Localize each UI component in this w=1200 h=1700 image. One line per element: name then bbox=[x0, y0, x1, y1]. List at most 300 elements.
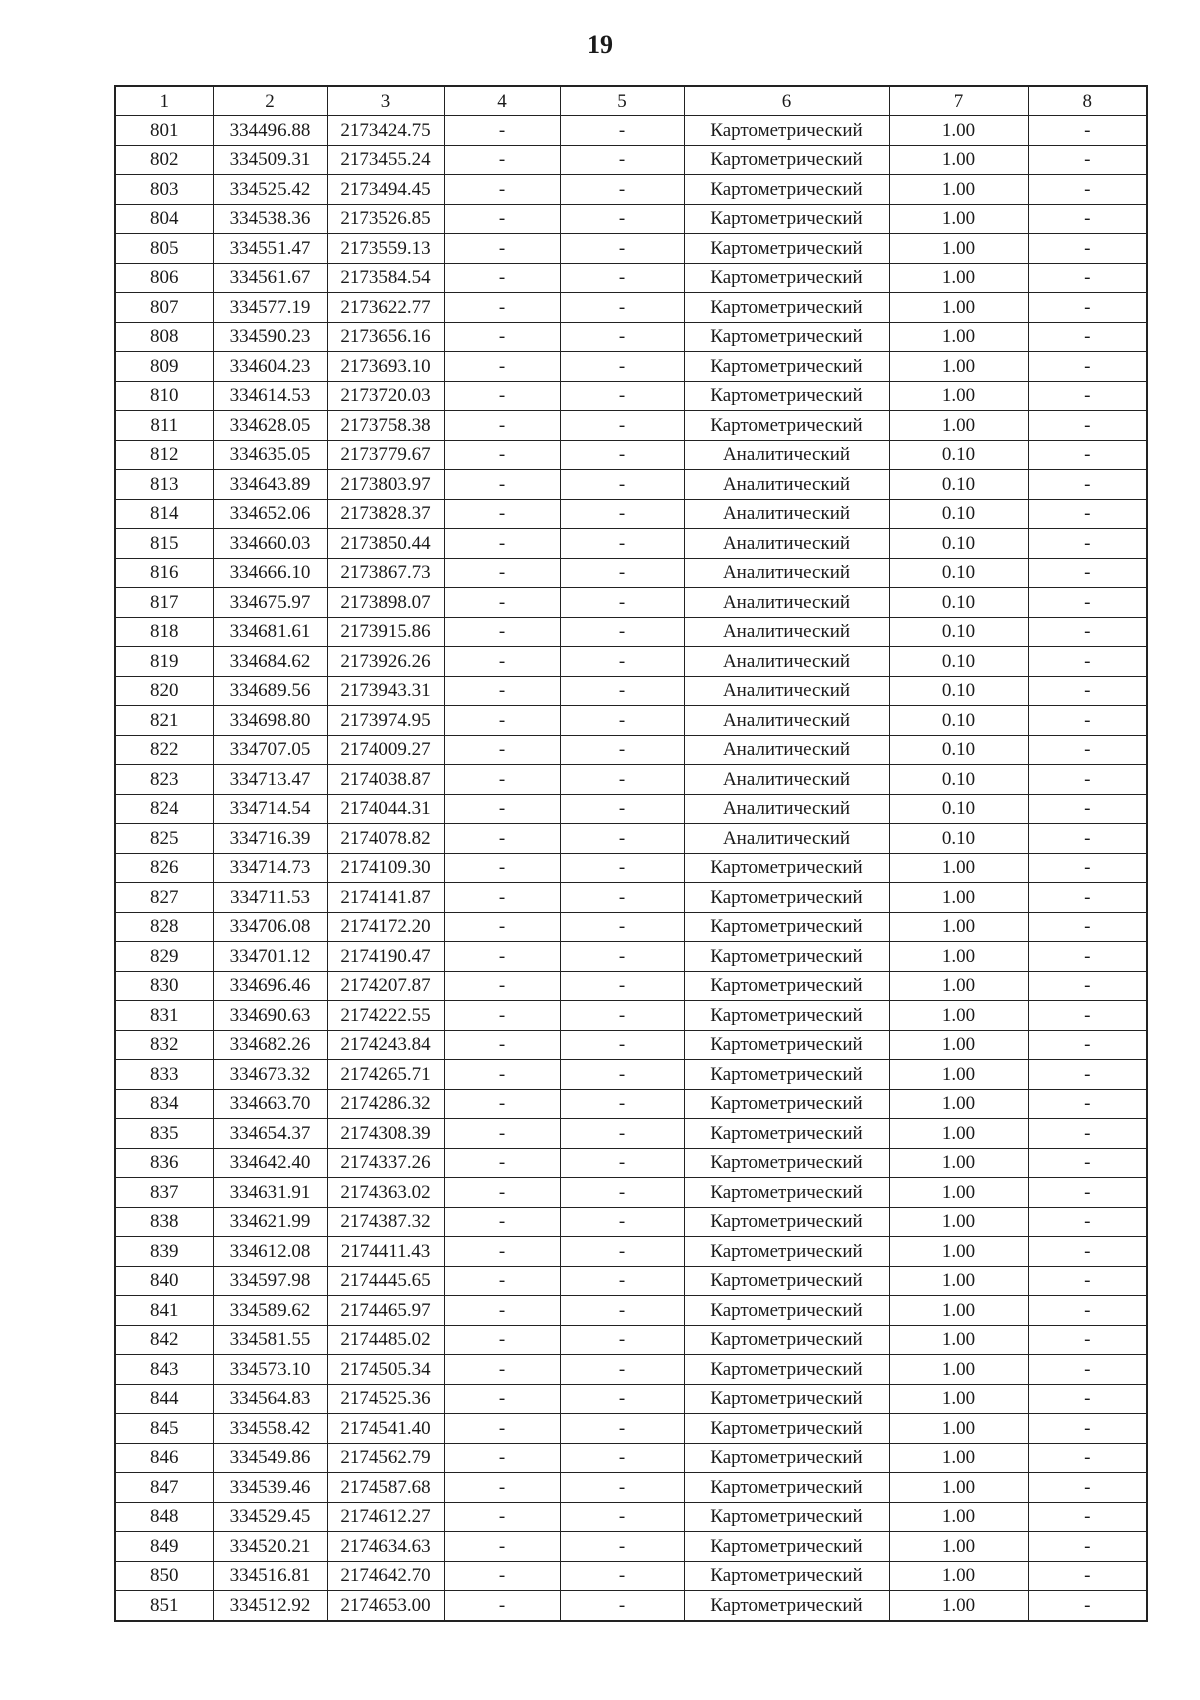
table-row bbox=[115, 617, 1147, 647]
x-coordinate-cell: 334549.86 bbox=[213, 1443, 327, 1473]
table-row bbox=[115, 1561, 1147, 1591]
y-coordinate-cell: 2173803.97 bbox=[327, 470, 444, 500]
column-4-cell: - bbox=[444, 1414, 560, 1444]
column-8-cell: - bbox=[1028, 883, 1147, 913]
column-5-cell: - bbox=[560, 1325, 684, 1355]
column-8-cell: - bbox=[1028, 1532, 1147, 1562]
column-5-cell: - bbox=[560, 824, 684, 854]
x-coordinate-cell: 334714.73 bbox=[213, 853, 327, 883]
x-coordinate-cell: 334538.36 bbox=[213, 204, 327, 234]
x-coordinate-cell: 334684.62 bbox=[213, 647, 327, 677]
y-coordinate-cell: 2174038.87 bbox=[327, 765, 444, 795]
column-4-cell: - bbox=[444, 263, 560, 293]
column-8-cell: - bbox=[1028, 942, 1147, 972]
column-5-cell: - bbox=[560, 1207, 684, 1237]
column-8-cell: - bbox=[1028, 1414, 1147, 1444]
point-number-cell: 850 bbox=[115, 1561, 213, 1591]
point-number-cell: 837 bbox=[115, 1178, 213, 1208]
point-number-cell: 849 bbox=[115, 1532, 213, 1562]
column-8-cell: - bbox=[1028, 794, 1147, 824]
table-row bbox=[115, 1001, 1147, 1031]
x-coordinate-cell: 334561.67 bbox=[213, 263, 327, 293]
y-coordinate-cell: 2174078.82 bbox=[327, 824, 444, 854]
column-8-cell: - bbox=[1028, 175, 1147, 205]
y-coordinate-cell: 2173720.03 bbox=[327, 381, 444, 411]
y-coordinate-cell: 2174308.39 bbox=[327, 1119, 444, 1149]
accuracy-cell: 1.00 bbox=[889, 1355, 1028, 1385]
method-cell: Картометрический bbox=[684, 234, 889, 264]
x-coordinate-cell: 334558.42 bbox=[213, 1414, 327, 1444]
method-cell: Картометрический bbox=[684, 1119, 889, 1149]
column-4-cell: - bbox=[444, 1178, 560, 1208]
column-5-cell: - bbox=[560, 1119, 684, 1149]
column-8-cell: - bbox=[1028, 558, 1147, 588]
x-coordinate-cell: 334714.54 bbox=[213, 794, 327, 824]
accuracy-cell: 1.00 bbox=[889, 381, 1028, 411]
column-8-cell: - bbox=[1028, 293, 1147, 323]
column-8-cell: - bbox=[1028, 470, 1147, 500]
point-number-cell: 827 bbox=[115, 883, 213, 913]
column-4-cell: - bbox=[444, 145, 560, 175]
column-8-cell: - bbox=[1028, 1325, 1147, 1355]
column-8-cell: - bbox=[1028, 440, 1147, 470]
column-4-cell: - bbox=[444, 1030, 560, 1060]
accuracy-cell: 1.00 bbox=[889, 352, 1028, 382]
column-4-cell: - bbox=[444, 1207, 560, 1237]
point-number-cell: 843 bbox=[115, 1355, 213, 1385]
column-4-cell: - bbox=[444, 824, 560, 854]
column-8-cell: - bbox=[1028, 381, 1147, 411]
column-4-cell: - bbox=[444, 1237, 560, 1267]
x-coordinate-cell: 334711.53 bbox=[213, 883, 327, 913]
x-coordinate-cell: 334642.40 bbox=[213, 1148, 327, 1178]
column-8-cell: - bbox=[1028, 1296, 1147, 1326]
method-cell: Картометрический bbox=[684, 883, 889, 913]
accuracy-cell: 1.00 bbox=[889, 942, 1028, 972]
point-number-cell: 846 bbox=[115, 1443, 213, 1473]
method-cell: Аналитический bbox=[684, 824, 889, 854]
accuracy-cell: 1.00 bbox=[889, 1443, 1028, 1473]
column-5-cell: - bbox=[560, 1148, 684, 1178]
x-coordinate-cell: 334516.81 bbox=[213, 1561, 327, 1591]
method-cell: Картометрический bbox=[684, 1561, 889, 1591]
column-5-cell: - bbox=[560, 912, 684, 942]
table-row bbox=[115, 293, 1147, 323]
column-8-cell: - bbox=[1028, 1443, 1147, 1473]
column-4-cell: - bbox=[444, 1561, 560, 1591]
column-5-cell: - bbox=[560, 794, 684, 824]
method-cell: Картометрический bbox=[684, 942, 889, 972]
column-5-cell: - bbox=[560, 352, 684, 382]
column-5-cell: - bbox=[560, 293, 684, 323]
column-5-cell: - bbox=[560, 1001, 684, 1031]
y-coordinate-cell: 2174109.30 bbox=[327, 853, 444, 883]
accuracy-cell: 0.10 bbox=[889, 617, 1028, 647]
method-cell: Картометрический bbox=[684, 1384, 889, 1414]
point-number-cell: 802 bbox=[115, 145, 213, 175]
x-coordinate-cell: 334652.06 bbox=[213, 499, 327, 529]
method-cell: Картометрический bbox=[684, 1089, 889, 1119]
x-coordinate-cell: 334682.26 bbox=[213, 1030, 327, 1060]
column-8-cell: - bbox=[1028, 1384, 1147, 1414]
y-coordinate-cell: 2174265.71 bbox=[327, 1060, 444, 1090]
method-cell: Аналитический bbox=[684, 499, 889, 529]
method-cell: Аналитический bbox=[684, 470, 889, 500]
column-4-cell: - bbox=[444, 1060, 560, 1090]
point-number-cell: 825 bbox=[115, 824, 213, 854]
table-row bbox=[115, 706, 1147, 736]
column-5-cell: - bbox=[560, 116, 684, 146]
column-4-cell: - bbox=[444, 529, 560, 559]
accuracy-cell: 1.00 bbox=[889, 853, 1028, 883]
table-row bbox=[115, 883, 1147, 913]
y-coordinate-cell: 2174541.40 bbox=[327, 1414, 444, 1444]
table-row bbox=[115, 116, 1147, 146]
column-5-cell: - bbox=[560, 647, 684, 677]
table-row bbox=[115, 1384, 1147, 1414]
table-row bbox=[115, 440, 1147, 470]
y-coordinate-cell: 2173850.44 bbox=[327, 529, 444, 559]
point-number-cell: 810 bbox=[115, 381, 213, 411]
column-5-cell: - bbox=[560, 617, 684, 647]
column-header: 6 bbox=[684, 86, 889, 116]
y-coordinate-cell: 2174009.27 bbox=[327, 735, 444, 765]
point-number-cell: 820 bbox=[115, 676, 213, 706]
accuracy-cell: 0.10 bbox=[889, 706, 1028, 736]
column-5-cell: - bbox=[560, 322, 684, 352]
point-number-cell: 809 bbox=[115, 352, 213, 382]
accuracy-cell: 1.00 bbox=[889, 1532, 1028, 1562]
point-number-cell: 836 bbox=[115, 1148, 213, 1178]
column-8-cell: - bbox=[1028, 853, 1147, 883]
accuracy-cell: 0.10 bbox=[889, 794, 1028, 824]
column-header: 1 bbox=[115, 86, 213, 116]
point-number-cell: 801 bbox=[115, 116, 213, 146]
accuracy-cell: 1.00 bbox=[889, 1325, 1028, 1355]
point-number-cell: 830 bbox=[115, 971, 213, 1001]
column-5-cell: - bbox=[560, 175, 684, 205]
table-row bbox=[115, 175, 1147, 205]
column-8-cell: - bbox=[1028, 1207, 1147, 1237]
x-coordinate-cell: 334698.80 bbox=[213, 706, 327, 736]
column-4-cell: - bbox=[444, 352, 560, 382]
table-row bbox=[115, 558, 1147, 588]
column-4-cell: - bbox=[444, 381, 560, 411]
accuracy-cell: 1.00 bbox=[889, 912, 1028, 942]
method-cell: Картометрический bbox=[684, 1001, 889, 1031]
method-cell: Аналитический bbox=[684, 558, 889, 588]
method-cell: Аналитический bbox=[684, 735, 889, 765]
point-number-cell: 822 bbox=[115, 735, 213, 765]
accuracy-cell: 1.00 bbox=[889, 1591, 1028, 1621]
y-coordinate-cell: 2173526.85 bbox=[327, 204, 444, 234]
method-cell: Картометрический bbox=[684, 1502, 889, 1532]
table-row bbox=[115, 647, 1147, 677]
x-coordinate-cell: 334696.46 bbox=[213, 971, 327, 1001]
column-5-cell: - bbox=[560, 588, 684, 618]
x-coordinate-cell: 334577.19 bbox=[213, 293, 327, 323]
accuracy-cell: 1.00 bbox=[889, 293, 1028, 323]
accuracy-cell: 0.10 bbox=[889, 824, 1028, 854]
y-coordinate-cell: 2174505.34 bbox=[327, 1355, 444, 1385]
point-number-cell: 805 bbox=[115, 234, 213, 264]
accuracy-cell: 1.00 bbox=[889, 1207, 1028, 1237]
table-row bbox=[115, 1443, 1147, 1473]
column-4-cell: - bbox=[444, 175, 560, 205]
column-4-cell: - bbox=[444, 1089, 560, 1119]
method-cell: Картометрический bbox=[684, 1591, 889, 1621]
column-8-cell: - bbox=[1028, 145, 1147, 175]
x-coordinate-cell: 334716.39 bbox=[213, 824, 327, 854]
table-row bbox=[115, 1502, 1147, 1532]
x-coordinate-cell: 334701.12 bbox=[213, 942, 327, 972]
y-coordinate-cell: 2174172.20 bbox=[327, 912, 444, 942]
column-5-cell: - bbox=[560, 440, 684, 470]
y-coordinate-cell: 2174653.00 bbox=[327, 1591, 444, 1621]
x-coordinate-cell: 334614.53 bbox=[213, 381, 327, 411]
column-5-cell: - bbox=[560, 765, 684, 795]
accuracy-cell: 1.00 bbox=[889, 204, 1028, 234]
table-row bbox=[115, 470, 1147, 500]
method-cell: Картометрический bbox=[684, 1207, 889, 1237]
x-coordinate-cell: 334525.42 bbox=[213, 175, 327, 205]
column-8-cell: - bbox=[1028, 706, 1147, 736]
column-5-cell: - bbox=[560, 529, 684, 559]
column-5-cell: - bbox=[560, 263, 684, 293]
table-row bbox=[115, 381, 1147, 411]
table-row bbox=[115, 735, 1147, 765]
table-row bbox=[115, 1060, 1147, 1090]
accuracy-cell: 1.00 bbox=[889, 1148, 1028, 1178]
y-coordinate-cell: 2174243.84 bbox=[327, 1030, 444, 1060]
column-5-cell: - bbox=[560, 853, 684, 883]
accuracy-cell: 1.00 bbox=[889, 322, 1028, 352]
column-4-cell: - bbox=[444, 411, 560, 441]
method-cell: Картометрический bbox=[684, 971, 889, 1001]
column-4-cell: - bbox=[444, 588, 560, 618]
method-cell: Картометрический bbox=[684, 411, 889, 441]
accuracy-cell: 1.00 bbox=[889, 234, 1028, 264]
column-8-cell: - bbox=[1028, 1001, 1147, 1031]
accuracy-cell: 1.00 bbox=[889, 1119, 1028, 1149]
method-cell: Аналитический bbox=[684, 440, 889, 470]
column-5-cell: - bbox=[560, 883, 684, 913]
table-row bbox=[115, 1089, 1147, 1119]
accuracy-cell: 0.10 bbox=[889, 470, 1028, 500]
point-number-cell: 847 bbox=[115, 1473, 213, 1503]
x-coordinate-cell: 334660.03 bbox=[213, 529, 327, 559]
column-8-cell: - bbox=[1028, 676, 1147, 706]
column-5-cell: - bbox=[560, 1355, 684, 1385]
column-8-cell: - bbox=[1028, 1060, 1147, 1090]
x-coordinate-cell: 334681.61 bbox=[213, 617, 327, 647]
column-4-cell: - bbox=[444, 1119, 560, 1149]
column-5-cell: - bbox=[560, 1414, 684, 1444]
accuracy-cell: 0.10 bbox=[889, 647, 1028, 677]
column-8-cell: - bbox=[1028, 1355, 1147, 1385]
column-4-cell: - bbox=[444, 647, 560, 677]
point-number-cell: 819 bbox=[115, 647, 213, 677]
accuracy-cell: 1.00 bbox=[889, 175, 1028, 205]
table-header-row bbox=[115, 86, 1147, 116]
column-5-cell: - bbox=[560, 499, 684, 529]
y-coordinate-cell: 2173494.45 bbox=[327, 175, 444, 205]
method-cell: Аналитический bbox=[684, 765, 889, 795]
point-number-cell: 811 bbox=[115, 411, 213, 441]
accuracy-cell: 1.00 bbox=[889, 1089, 1028, 1119]
accuracy-cell: 1.00 bbox=[889, 1001, 1028, 1031]
x-coordinate-cell: 334496.88 bbox=[213, 116, 327, 146]
point-number-cell: 818 bbox=[115, 617, 213, 647]
column-8-cell: - bbox=[1028, 765, 1147, 795]
method-cell: Картометрический bbox=[684, 1266, 889, 1296]
point-number-cell: 815 bbox=[115, 529, 213, 559]
y-coordinate-cell: 2174044.31 bbox=[327, 794, 444, 824]
point-number-cell: 806 bbox=[115, 263, 213, 293]
y-coordinate-cell: 2174190.47 bbox=[327, 942, 444, 972]
column-4-cell: - bbox=[444, 293, 560, 323]
x-coordinate-cell: 334597.98 bbox=[213, 1266, 327, 1296]
y-coordinate-cell: 2174207.87 bbox=[327, 971, 444, 1001]
accuracy-cell: 0.10 bbox=[889, 676, 1028, 706]
y-coordinate-cell: 2173898.07 bbox=[327, 588, 444, 618]
x-coordinate-cell: 334589.62 bbox=[213, 1296, 327, 1326]
accuracy-cell: 1.00 bbox=[889, 1561, 1028, 1591]
table-row bbox=[115, 529, 1147, 559]
table-row bbox=[115, 1266, 1147, 1296]
point-number-cell: 844 bbox=[115, 1384, 213, 1414]
x-coordinate-cell: 334520.21 bbox=[213, 1532, 327, 1562]
table-row bbox=[115, 352, 1147, 382]
column-4-cell: - bbox=[444, 322, 560, 352]
column-8-cell: - bbox=[1028, 1148, 1147, 1178]
x-coordinate-cell: 334628.05 bbox=[213, 411, 327, 441]
y-coordinate-cell: 2173828.37 bbox=[327, 499, 444, 529]
column-8-cell: - bbox=[1028, 735, 1147, 765]
method-cell: Картометрический bbox=[684, 1030, 889, 1060]
accuracy-cell: 1.00 bbox=[889, 145, 1028, 175]
x-coordinate-cell: 334581.55 bbox=[213, 1325, 327, 1355]
column-5-cell: - bbox=[560, 1266, 684, 1296]
accuracy-cell: 1.00 bbox=[889, 116, 1028, 146]
method-cell: Аналитический bbox=[684, 706, 889, 736]
method-cell: Картометрический bbox=[684, 1414, 889, 1444]
point-number-cell: 826 bbox=[115, 853, 213, 883]
method-cell: Аналитический bbox=[684, 617, 889, 647]
column-5-cell: - bbox=[560, 706, 684, 736]
accuracy-cell: 1.00 bbox=[889, 1384, 1028, 1414]
x-coordinate-cell: 334631.91 bbox=[213, 1178, 327, 1208]
column-4-cell: - bbox=[444, 1443, 560, 1473]
point-number-cell: 851 bbox=[115, 1591, 213, 1621]
method-cell: Картометрический bbox=[684, 145, 889, 175]
y-coordinate-cell: 2174562.79 bbox=[327, 1443, 444, 1473]
table-row bbox=[115, 1355, 1147, 1385]
y-coordinate-cell: 2173779.67 bbox=[327, 440, 444, 470]
y-coordinate-cell: 2174222.55 bbox=[327, 1001, 444, 1031]
table-row bbox=[115, 794, 1147, 824]
column-8-cell: - bbox=[1028, 1502, 1147, 1532]
point-number-cell: 840 bbox=[115, 1266, 213, 1296]
column-4-cell: - bbox=[444, 765, 560, 795]
point-number-cell: 808 bbox=[115, 322, 213, 352]
column-8-cell: - bbox=[1028, 1030, 1147, 1060]
table-row bbox=[115, 1473, 1147, 1503]
y-coordinate-cell: 2173424.75 bbox=[327, 116, 444, 146]
point-number-cell: 816 bbox=[115, 558, 213, 588]
accuracy-cell: 0.10 bbox=[889, 440, 1028, 470]
column-4-cell: - bbox=[444, 1296, 560, 1326]
method-cell: Картометрический bbox=[684, 116, 889, 146]
column-8-cell: - bbox=[1028, 234, 1147, 264]
column-4-cell: - bbox=[444, 706, 560, 736]
column-4-cell: - bbox=[444, 1001, 560, 1031]
y-coordinate-cell: 2173455.24 bbox=[327, 145, 444, 175]
y-coordinate-cell: 2173559.13 bbox=[327, 234, 444, 264]
table-row bbox=[115, 234, 1147, 264]
method-cell: Картометрический bbox=[684, 1148, 889, 1178]
column-5-cell: - bbox=[560, 1030, 684, 1060]
y-coordinate-cell: 2174387.32 bbox=[327, 1207, 444, 1237]
point-number-cell: 821 bbox=[115, 706, 213, 736]
accuracy-cell: 0.10 bbox=[889, 765, 1028, 795]
x-coordinate-cell: 334551.47 bbox=[213, 234, 327, 264]
column-header: 4 bbox=[444, 86, 560, 116]
column-4-cell: - bbox=[444, 1148, 560, 1178]
table-row bbox=[115, 1591, 1147, 1621]
table-row bbox=[115, 676, 1147, 706]
method-cell: Картометрический bbox=[684, 1325, 889, 1355]
point-number-cell: 841 bbox=[115, 1296, 213, 1326]
y-coordinate-cell: 2174363.02 bbox=[327, 1178, 444, 1208]
column-5-cell: - bbox=[560, 971, 684, 1001]
accuracy-cell: 0.10 bbox=[889, 558, 1028, 588]
table-row bbox=[115, 145, 1147, 175]
table-row bbox=[115, 499, 1147, 529]
y-coordinate-cell: 2174337.26 bbox=[327, 1148, 444, 1178]
table-row bbox=[115, 1148, 1147, 1178]
accuracy-cell: 1.00 bbox=[889, 263, 1028, 293]
accuracy-cell: 1.00 bbox=[889, 1502, 1028, 1532]
y-coordinate-cell: 2174634.63 bbox=[327, 1532, 444, 1562]
method-cell: Аналитический bbox=[684, 588, 889, 618]
column-8-cell: - bbox=[1028, 1561, 1147, 1591]
x-coordinate-cell: 334590.23 bbox=[213, 322, 327, 352]
point-number-cell: 832 bbox=[115, 1030, 213, 1060]
table-row bbox=[115, 1178, 1147, 1208]
accuracy-cell: 0.10 bbox=[889, 588, 1028, 618]
column-4-cell: - bbox=[444, 942, 560, 972]
page-number: 19 bbox=[587, 30, 613, 59]
column-5-cell: - bbox=[560, 470, 684, 500]
column-5-cell: - bbox=[560, 942, 684, 972]
column-5-cell: - bbox=[560, 145, 684, 175]
point-number-cell: 814 bbox=[115, 499, 213, 529]
x-coordinate-cell: 334689.56 bbox=[213, 676, 327, 706]
column-4-cell: - bbox=[444, 204, 560, 234]
table-row bbox=[115, 204, 1147, 234]
accuracy-cell: 1.00 bbox=[889, 883, 1028, 913]
x-coordinate-cell: 334707.05 bbox=[213, 735, 327, 765]
y-coordinate-cell: 2173584.54 bbox=[327, 263, 444, 293]
column-8-cell: - bbox=[1028, 1178, 1147, 1208]
column-4-cell: - bbox=[444, 617, 560, 647]
column-header: 8 bbox=[1028, 86, 1147, 116]
y-coordinate-cell: 2174411.43 bbox=[327, 1237, 444, 1267]
table-row bbox=[115, 971, 1147, 1001]
table-row bbox=[115, 263, 1147, 293]
method-cell: Картометрический bbox=[684, 1296, 889, 1326]
